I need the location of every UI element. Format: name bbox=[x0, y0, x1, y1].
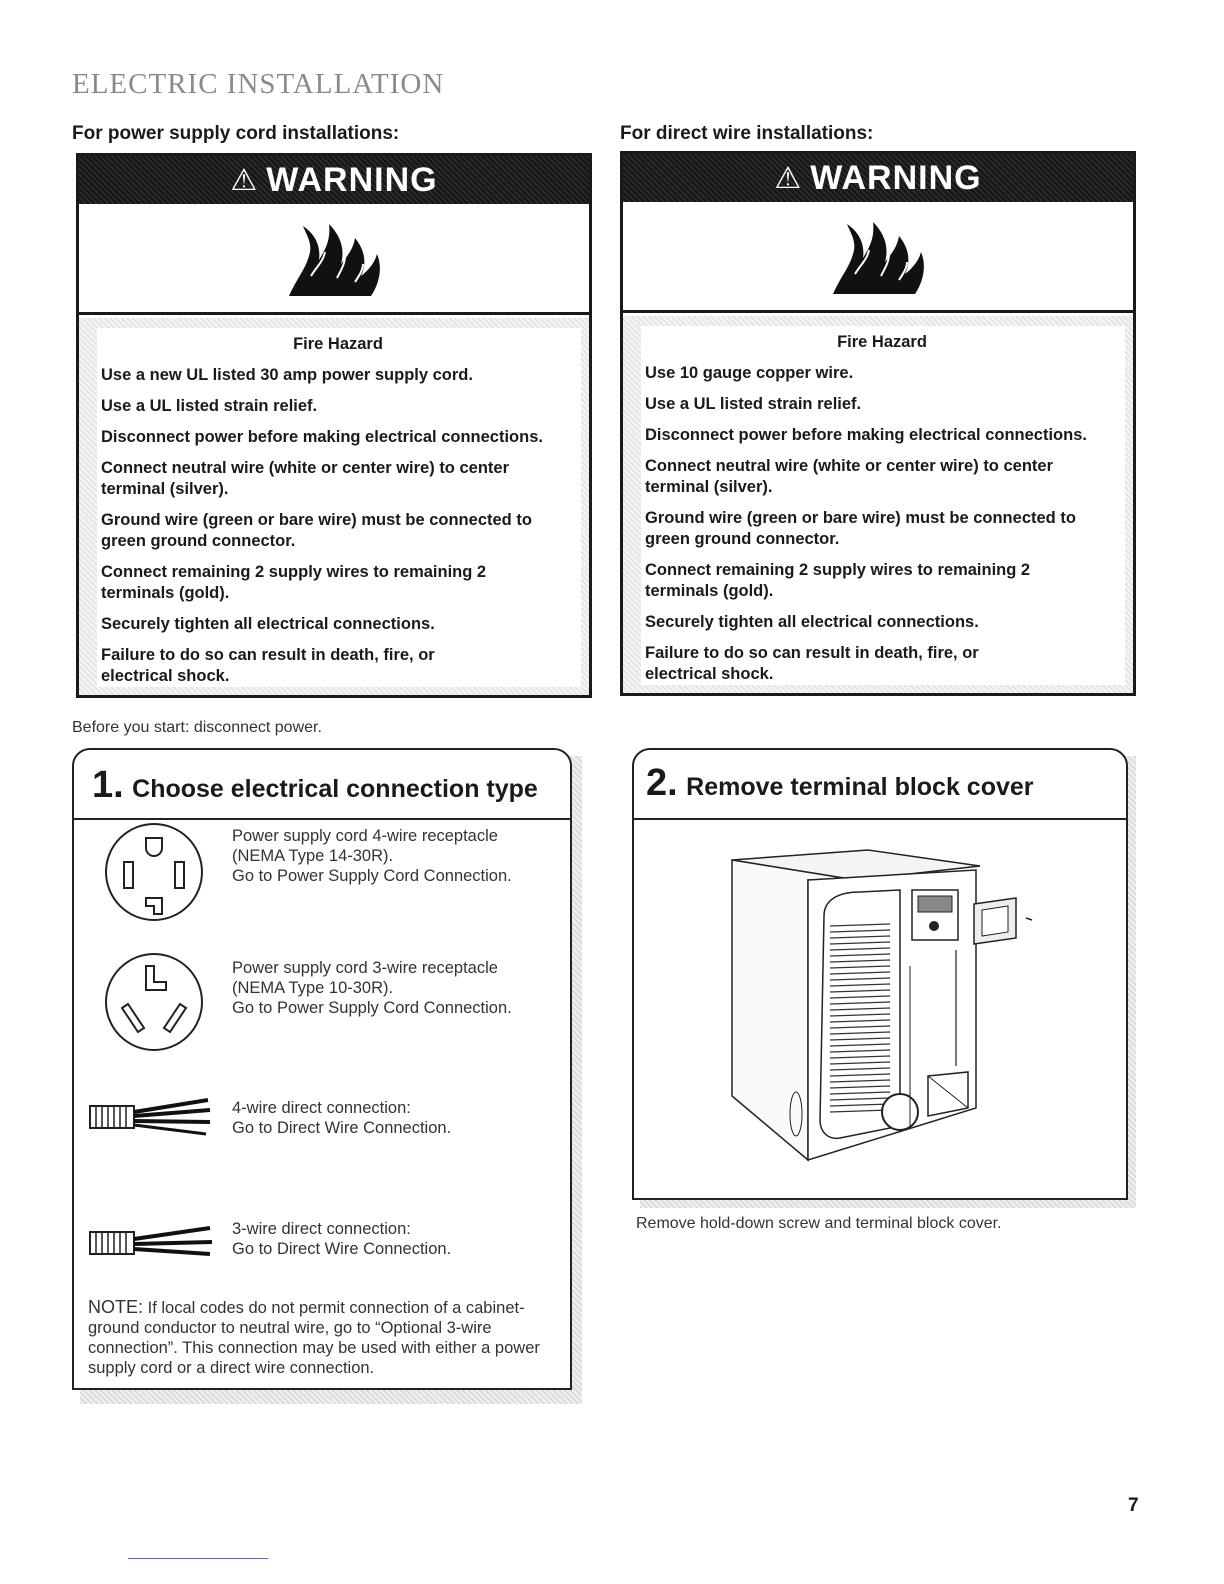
four-wire-receptacle-icon bbox=[102, 820, 206, 924]
warning-line: Failure to do so can result in death, fire, or electrical shock. bbox=[645, 644, 979, 683]
warning-line: Connect neutral wire (white or center wire) to center terminal (silver). bbox=[101, 459, 509, 498]
warning-triangle-icon: ⚠ bbox=[230, 163, 259, 197]
step1-note bbox=[88, 1297, 558, 1378]
fire-hazard-illustration bbox=[623, 202, 1133, 313]
direct-wire-warning-box bbox=[620, 151, 1136, 696]
warning-line: Disconnect power before making electrical connections. bbox=[101, 428, 543, 446]
step2-title: Remove terminal block cover bbox=[686, 773, 1034, 801]
fire-icon bbox=[279, 216, 389, 300]
option-line: (NEMA Type 14-30R). bbox=[232, 847, 394, 865]
warning-banner bbox=[79, 156, 589, 204]
bottom-divider bbox=[128, 1558, 268, 1559]
three-wire-receptacle-icon bbox=[102, 950, 206, 1054]
step1-title: Choose electrical connection type bbox=[132, 775, 538, 803]
warning-line: Ground wire (green or bare wire) must be connected to green ground connector. bbox=[101, 511, 532, 550]
warning-line: Failure to do so can result in death, fire, or electrical shock. bbox=[101, 646, 435, 685]
option-line: Go to Direct Wire Connection. bbox=[232, 1119, 452, 1137]
warning-banner-label: WARNING bbox=[810, 158, 982, 197]
warning-line: Connect remaining 2 supply wires to remaining 2 terminals (gold). bbox=[645, 561, 1031, 600]
note-body: If local codes do not permit connection of a cabinet-ground conductor to neutral wire, go to “Optional 3-wire connection”. This connection may be used with either a power supply cord or a direct wire connection. bbox=[88, 1299, 540, 1377]
option-3wire-receptacle-text bbox=[232, 958, 512, 1018]
three-wire-cable-icon bbox=[88, 1220, 214, 1264]
warning-line: Ground wire (green or bare wire) must be connected to green ground connector. bbox=[645, 509, 1076, 548]
warning-line: Use a UL listed strain relief. bbox=[645, 395, 862, 413]
option-line: Go to Power Supply Cord Connection. bbox=[232, 999, 512, 1017]
power-cord-warning-box bbox=[76, 153, 592, 698]
warning-line: Use a UL listed strain relief. bbox=[101, 397, 318, 415]
fire-hazard-label: Fire Hazard bbox=[837, 333, 927, 351]
option-line: (NEMA Type 10-30R). bbox=[232, 979, 394, 997]
option-line: Power supply cord 4-wire receptacle bbox=[232, 827, 498, 845]
warning-line: Use a new UL listed 30 amp power supply cord. bbox=[101, 366, 473, 384]
warning-line: Connect neutral wire (white or center wire) to center terminal (silver). bbox=[645, 457, 1053, 496]
step1-number: 1. bbox=[92, 764, 124, 806]
warning-line: Use 10 gauge copper wire. bbox=[645, 364, 854, 382]
option-4wire-receptacle-text bbox=[232, 826, 512, 886]
dryer-back-illustration bbox=[720, 846, 1040, 1166]
warning-banner-label: WARNING bbox=[266, 160, 438, 199]
option-line: Go to Direct Wire Connection. bbox=[232, 1240, 452, 1258]
note-label: NOTE: bbox=[88, 1297, 144, 1317]
option-line: Power supply cord 3-wire receptacle bbox=[232, 959, 498, 977]
warning-body bbox=[79, 318, 589, 695]
page-number: 7 bbox=[1128, 1495, 1139, 1516]
warning-line: Securely tighten all electrical connections. bbox=[101, 615, 435, 633]
option-line: 3-wire direct connection: bbox=[232, 1220, 411, 1238]
step2-caption: Remove hold-down screw and terminal block cover. bbox=[636, 1215, 1002, 1232]
step1-header bbox=[74, 750, 570, 820]
warning-body bbox=[623, 316, 1133, 693]
warning-text bbox=[641, 326, 1125, 685]
warning-text bbox=[97, 328, 581, 687]
option-line: 4-wire direct connection: bbox=[232, 1099, 411, 1117]
warning-line: Connect remaining 2 supply wires to remaining 2 terminals (gold). bbox=[101, 563, 487, 602]
step2-number: 2. bbox=[646, 762, 678, 804]
step2-header bbox=[634, 750, 1126, 820]
direct-wire-heading: For direct wire installations: bbox=[620, 123, 874, 144]
fire-icon bbox=[823, 214, 933, 298]
warning-line: Securely tighten all electrical connections. bbox=[645, 613, 979, 631]
page-title: ELECTRIC INSTALLATION bbox=[72, 68, 445, 100]
four-wire-cable-icon bbox=[88, 1094, 214, 1138]
power-cord-heading: For power supply cord installations: bbox=[72, 123, 400, 144]
warning-line: Disconnect power before making electrical connections. bbox=[645, 426, 1087, 444]
warning-triangle-icon: ⚠ bbox=[774, 161, 803, 195]
option-4wire-direct-text bbox=[232, 1098, 451, 1138]
option-3wire-direct-text bbox=[232, 1219, 451, 1259]
fire-hazard-illustration bbox=[79, 204, 589, 315]
warning-banner bbox=[623, 154, 1133, 202]
before-start-note: Before you start: disconnect power. bbox=[72, 719, 322, 736]
fire-hazard-label: Fire Hazard bbox=[293, 335, 383, 353]
option-line: Go to Power Supply Cord Connection. bbox=[232, 867, 512, 885]
